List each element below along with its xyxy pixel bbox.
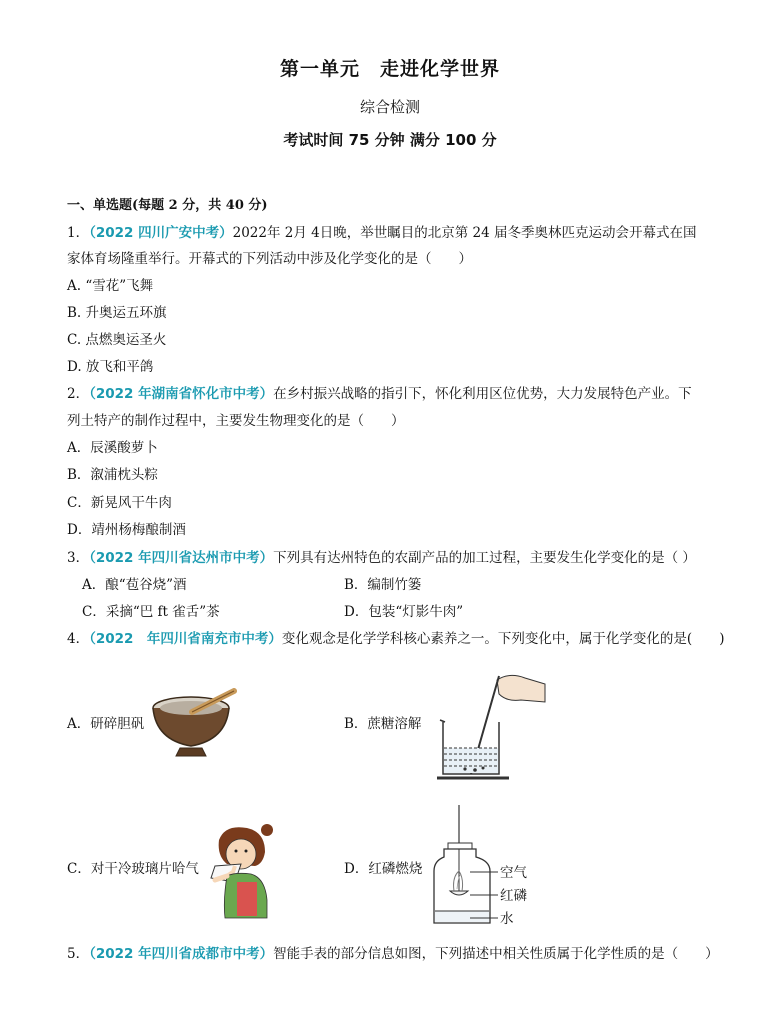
label-water: 水 — [500, 911, 514, 927]
option-2a: A．辰溪酸萝卜 — [67, 440, 158, 456]
option-4d: D．红磷燃烧 — [344, 861, 423, 877]
mortar-pestle-illustration — [150, 688, 242, 760]
question-source: （2022 年四川省南充市中考） — [89, 631, 282, 647]
beaker-stirring-illustration — [435, 662, 550, 784]
label-air: 空气 — [500, 865, 527, 881]
question-1-line-1 — [67, 224, 697, 242]
question-text: 智能手表的部分信息如图，下列描述中相关性质属于化学性质的是（ ） — [273, 946, 719, 962]
option-4a: A．研碎胆矾 — [67, 716, 145, 732]
question-number: 5． — [67, 946, 90, 962]
question-number: 3． — [67, 550, 90, 566]
option-1a: A. “雪花”飞舞 — [67, 278, 154, 294]
question-text: 变化观念是化学学科核心素养之一。下列变化中，属于化学变化的是( ) — [281, 631, 725, 647]
question-5-line-1 — [67, 945, 719, 963]
question-4-line-1 — [67, 630, 724, 648]
question-text: 下列具有达州特色的农副产品的加工过程，主要发生化学变化的是（ ） — [273, 550, 696, 566]
question-source: （2022 年湖南省怀化市中考） — [89, 386, 274, 402]
question-source: （2022 四川广安中考） — [89, 225, 233, 241]
question-2-line-2: 列土特产的制作过程中，主要发生物理变化的是（ ） — [67, 413, 405, 429]
question-source: （2022 年四川省成都市中考） — [89, 946, 274, 962]
option-3c: C．采摘“巴 ft 雀舌”茶 — [82, 604, 220, 620]
option-3b: B．编制竹篓 — [344, 577, 422, 593]
question-number: 2． — [67, 386, 90, 402]
option-2d: D．靖州杨梅酿制酒 — [67, 522, 186, 538]
question-3-line-1 — [67, 549, 696, 567]
question-2-line-1 — [67, 385, 692, 403]
section-heading: 一、单选题(每题 2 分，共 40 分) — [67, 198, 268, 213]
girl-breathing-on-glass-illustration — [205, 820, 275, 920]
option-4c: C．对干冷玻璃片哈气 — [67, 861, 199, 877]
label-leader-lines — [470, 865, 500, 925]
question-text: 2022年 2月 4日晚，举世瞩目的北京第 24 届冬季奥林匹克运动会开幕式在国 — [232, 225, 697, 241]
page-subtitle: 综合检测 — [359, 98, 420, 116]
question-source: （2022 年四川省达州市中考） — [89, 550, 274, 566]
option-3d: D．包装“灯影牛肉” — [344, 604, 464, 620]
question-number: 1． — [67, 225, 90, 241]
option-1d: D. 放飞和平鸽 — [67, 359, 154, 375]
option-4b: B．蔗糖溶解 — [344, 716, 422, 732]
option-2b: B．溆浦枕头粽 — [67, 467, 158, 483]
question-1-line-2: 家体育场隆重举行。开幕式的下列活动中涉及化学变化的是（ ） — [67, 251, 472, 267]
option-1b: B. 升奥运五环旗 — [67, 305, 167, 321]
page-title: 第一单元 走进化学世界 — [279, 58, 500, 80]
option-3a: A．酿“苞谷烧”酒 — [82, 577, 187, 593]
label-red-phosphorus: 红磷 — [500, 888, 527, 904]
option-1c: C. 点燃奥运圣火 — [67, 332, 167, 348]
option-2c: C．新晃风干牛肉 — [67, 495, 172, 511]
question-number: 4． — [67, 631, 90, 647]
question-text: 在乡村振兴战略的指引下，怀化利用区位优势，大力发展特色产业。下 — [273, 386, 692, 402]
exam-info: 考试时间 75 分钟 满分 100 分 — [283, 131, 497, 149]
